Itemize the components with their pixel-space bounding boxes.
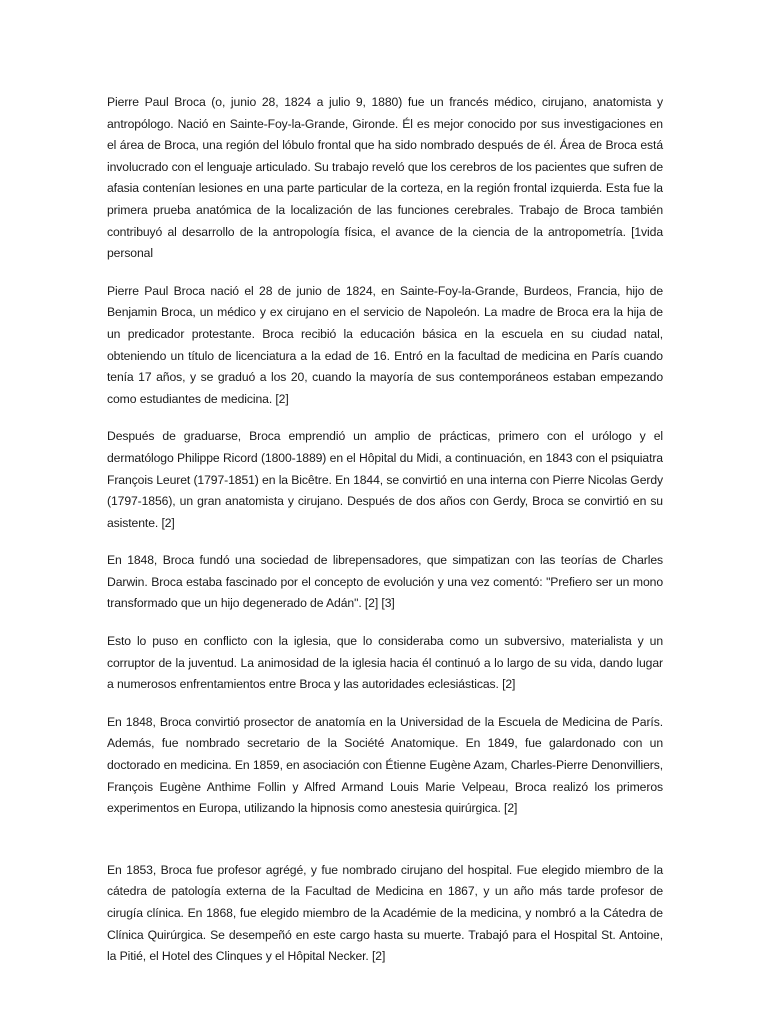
paragraph-intro: Pierre Paul Broca (o, junio 28, 1824 a julio 9, 1880) fue un francés médico, cirujano, anatomista y antropólogo. Nació en Sainte-Foy-la-Grande, Gironde. Él es mejor conocido por sus investigaciones en el área de Broca, una región del lóbulo frontal que ha sido nombrado después de él. Área de Broca está involucrado con el lenguaje articulado. Su trabajo reveló que los cerebros de los pacientes que sufren de afasia contenían lesiones en una parte particular de la corteza, en la región frontal izquierda. Esta fue la primera prueba anatómica de la localización de las funciones cerebrales. Trabajo de Broca también contribuyó al desarrollo de la antropología física, el avance de la ciencia de la antropometría. [1vida personal (107, 95, 663, 261)
paragraph-training: Después de graduarse, Broca emprendió un amplio de prácticas, primero con el urólogo y el dermatólogo Philippe Ricord (1800-1889) en el Hôpital du Midi, a continuación, en 1843 con el psiquiatra François Leuret (1797-1851) en la Bicêtre. En 1844, se convirtió en una interna con Pierre Nicolas Gerdy (1797-1856), un gran anatomista y cirujano. Después de dos años con Gerdy, Broca se convirtió en su asistente. [2] (107, 429, 663, 530)
paragraph-professorship: En 1853, Broca fue profesor agrégé, y fue nombrado cirujano del hospital. Fue elegido miembro de la cátedra de patología externa de la Facultad de Medicina en 1867, y un año más tarde profesor de cirugía clínica. En 1868, fue elegido miembro de la Académie de la medicina, y nombró a la Cátedra de Clínica Quirúrgica. Se desempeñó en este cargo hasta su muerte. Trabajó para el Hospital St. Antoine, la Pitié, el Hotel des Clinques y el Hôpital Necker. [2] (107, 862, 663, 964)
paragraph-prosector: En 1848, Broca convirtió prosector de anatomía en la Universidad de la Escuela de Medicina de París. Además, fue nombrado secretario de la Société Anatomique. En 1849, fue galardonado con un doctorado en medicina. En 1859, en asociación con Étienne Eugène Azam, Charles-Pierre Denonvilliers, François Eugène Anthime Follin y Alfred Armand Louis Marie Velpeau, Broca realizó los primeros experimentos en Europa, utilizando la hipnosis como anestesia quirúrgica. [2] (107, 714, 663, 816)
paragraph-early-life: Pierre Paul Broca nació el 28 de junio de 1824, en Sainte-Foy-la-Grande, Burdeos, Francia, hijo de Benjamin Broca, un médico y ex cirujano en el servicio de Napoleón. La madre de Broca era la hija de un predicador protestante. Broca recibió la educación básica en la escuela en su ciudad natal, obteniendo un título de licenciatura a la edad de 16. Entró en la facultad de medicina en París cuando tenía 17 años, y se graduó a los 20, cuando la mayoría de sus contemporáneos estaban empezando como estudiantes de medicina. [2] (107, 283, 663, 406)
document-page (107, 92, 663, 984)
paragraph-church-conflict: Esto lo puso en conflicto con la iglesia, que lo consideraba como un subversivo, materialista y un corruptor de la juventud. La animosidad de la iglesia hacia él continuó a lo largo de su vida, dando lugar a numerosos enfrentamientos entre Broca y las autoridades eclesiásticas. [2] (107, 634, 663, 692)
paragraph-freethinkers: En 1848, Broca fundó una sociedad de librepensadores, que simpatizan con las teorías de Charles Darwin. Broca estaba fascinado por el concepto de evolución y una vez comentó: "Prefiero ser un mono transformado que un hijo degenerado de Adán". [2] [3] (107, 553, 663, 611)
